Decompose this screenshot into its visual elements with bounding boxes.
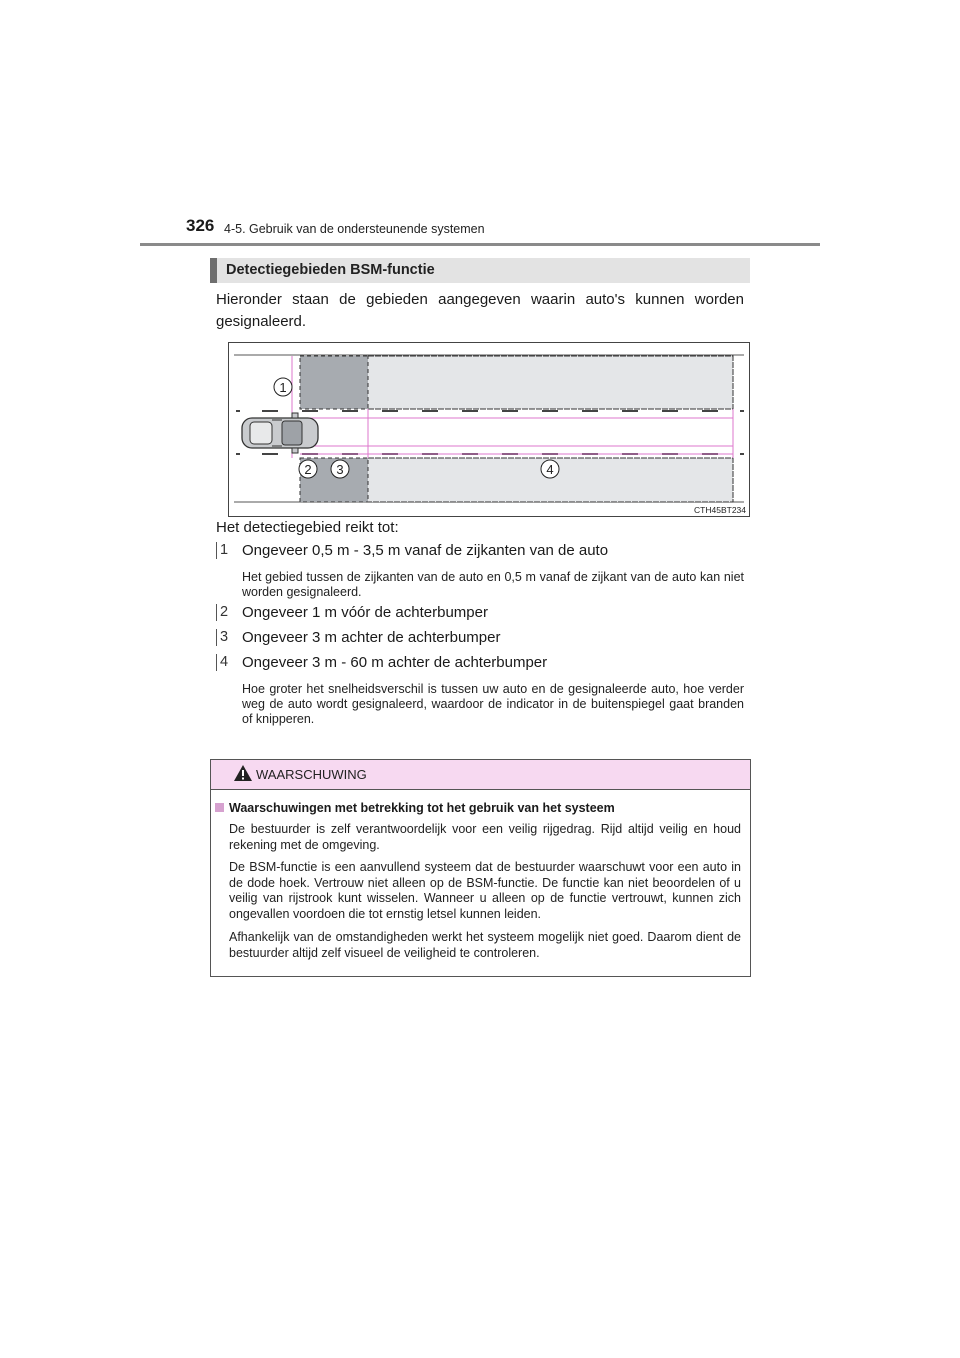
warning-label: WAARSCHUWING <box>256 767 367 782</box>
item-text: Ongeveer 3 m - 60 m achter de achterbumper <box>242 654 548 671</box>
warning-triangle-icon <box>233 764 253 782</box>
warning-paragraph: De BSM-functie is een aanvullend systeem dat de bestuurder waarschuwt voor een auto in de dode hoek. Vertrouw niet alleen op de BSM-functie. De functie kan niet beoordelen of u veilig van rijstrook kunt wisselen. Wanneer u alleen op de functie vertrouwt, kunnen zich ongevallen voordoen die tot ernstig letsel kunnen leiden. <box>229 860 741 921</box>
item-text: Ongeveer 1 m vóór de achterbumper <box>242 604 488 621</box>
square-bullet-icon <box>215 803 224 812</box>
far-zone-top <box>368 356 733 409</box>
item-number: 3 <box>220 629 229 645</box>
item-marker <box>216 629 217 646</box>
callout-1 <box>274 378 292 396</box>
callout-3 <box>331 460 349 478</box>
callout-4 <box>541 460 559 478</box>
warning-paragraph: De bestuurder is zelf verantwoordelijk voor een veilig rijgedrag. Rijd altijd veilig en houd rekening met de omgeving. <box>229 822 741 852</box>
warning-box <box>210 759 751 977</box>
callout-4-label: 4 <box>546 462 554 477</box>
item-marker <box>216 542 217 559</box>
running-head: 4-5. Gebruik van de ondersteunende systemen <box>224 222 485 236</box>
figure-code: CTH45BT234 <box>694 505 746 515</box>
detection-area-figure <box>228 342 750 517</box>
item-number: 4 <box>220 654 229 670</box>
item-note: Het gebied tussen de zijkanten van de auto en 0,5 m vanaf de zijkant van de auto kan niet worden gesignaleerd. <box>242 570 744 599</box>
near-zone-top <box>300 356 368 409</box>
item-marker <box>216 654 217 671</box>
item-text: Ongeveer 3 m achter de achterbumper <box>242 629 501 646</box>
section-title: Detectiegebieden BSM-functie <box>226 262 435 278</box>
page-number: 326 <box>186 216 215 235</box>
callout-1-label: 1 <box>279 380 287 395</box>
section-title-bar <box>210 258 750 283</box>
warning-heading-text: Waarschuwingen met betrekking tot het gebruik van het systeem <box>229 801 615 815</box>
item-number: 2 <box>220 604 229 620</box>
lead-text: Het detectiegebied reikt tot: <box>216 519 399 536</box>
callout-2 <box>299 460 317 478</box>
callout-2-label: 2 <box>304 462 312 477</box>
car-top-view <box>242 413 318 453</box>
intro-text: Hieronder staan de gebieden aangegeven waarin auto's kunnen worden gesignaleerd. <box>216 291 744 330</box>
item-number: 1 <box>220 542 229 558</box>
header-rule <box>140 243 820 246</box>
section-accent <box>210 258 217 283</box>
warning-heading <box>215 801 615 815</box>
item-marker <box>216 604 217 621</box>
warning-header <box>211 760 750 790</box>
item-note: Hoe groter het snelheidsverschil is tussen uw auto en de gesignaleerde auto, hoe verder weg de auto wordt gesignaleerd, waardoor de indicator in de buitenspiegel gaat branden of knipperen. <box>242 682 744 726</box>
callout-3-label: 3 <box>336 462 344 477</box>
warning-paragraph: Afhankelijk van de omstandigheden werkt het systeem mogelijk niet goed. Daarom dient de bestuurder altijd zelf visueel de veiligheid te controleren. <box>229 930 741 960</box>
item-text: Ongeveer 0,5 m - 3,5 m vanaf de zijkanten van de auto <box>242 542 609 559</box>
